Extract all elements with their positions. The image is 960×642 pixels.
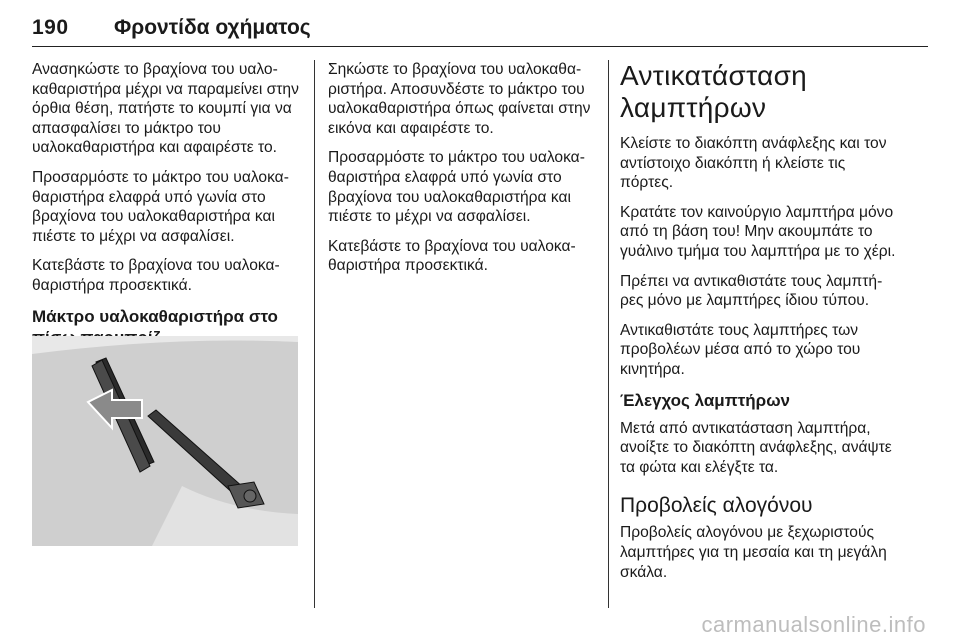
column-right (620, 60, 900, 592)
column-middle (328, 60, 596, 286)
section-heading-bulb-check: Έλεγχος λαμπτήρων (620, 390, 791, 410)
paragraph: Προβολείς αλογόνου με ξεχωριστούς λαμπτήρες για τη μεσαία και τη μεγάλη σκάλα. (620, 524, 887, 581)
section-title-bulb-replacement: Αντικατάσταση λαμπτήρων (620, 60, 808, 123)
column-left (32, 60, 302, 356)
section-title-halogen-headlights: Προβολείς αλογόνου (620, 494, 813, 518)
paragraph: Κλείστε το διακόπτη ανάφλεξης και τον αντίστοιχο διακόπτη ή κλείστε τις πόρτες. (620, 135, 887, 192)
paragraph: Προσαρμόστε το μάκτρο του υαλοκαθαριστήρα ελαφρά υπό γωνία στο βραχίονα του υαλοκαθαριστήρα και πιέστε το μέχρι να ασφαλίσει. (328, 149, 585, 226)
rear-wiper-illustration (32, 336, 298, 546)
paragraph: Προσαρμόστε το μάκτρο του υαλοκαθαριστήρα ελαφρά υπό γωνία στο βραχίονα του υαλοκαθαριστήρα και πιέστε το μέχρι να ασφαλίσει. (32, 168, 289, 245)
paragraph: Κατεβάστε το βραχίονα του υαλοκαθαριστήρα προσεκτικά. (328, 237, 576, 275)
column-divider (608, 60, 609, 608)
paragraph: Πρέπει να αντικαθιστάτε τους λαμπτήρες μόνο με λαμπτήρες ίδιου τύπου. (620, 272, 883, 310)
column-divider (314, 60, 315, 608)
paragraph: Μετά από αντικατάσταση λαμπτήρα, ανοίξτε το διακόπτη ανάφλεξης, ανάψτε τα φώτα και ελέγξτε τα. (620, 419, 892, 476)
page-header (32, 10, 928, 47)
section-heading-rear-wiper: Μάκτρο υαλοκαθαριστήρα στο (32, 306, 278, 326)
page-number: 190 (32, 16, 69, 39)
paragraph: Σηκώστε το βραχίονα του υαλοκαθαριστήρα. Αποσυνδέστε το μάκτρο του υαλοκαθαριστήρα όπως φαίνεται στην εικόνα και αφαιρέστε το. (328, 61, 591, 137)
watermark: carmanualsonline.info (701, 612, 926, 637)
paragraph: Κρατάτε τον καινούργιο λαμπτήρα μόνο από τη βάση του! Μην ακουμπάτε το γυάλινο τμήμα του λαμπτήρα με το χέρι. (620, 203, 896, 260)
paragraph: Κατεβάστε το βραχίονα του υαλοκαθαριστήρα προσεκτικά. (32, 257, 280, 294)
paragraph: Αντικαθιστάτε τους λαμπτήρες των προβολέων μέσα από το χώρο του κινητήρα. (620, 321, 861, 378)
paragraph: Ανασηκώστε το βραχίονα του υαλοκαθαριστήρα μέχρι να παραμείνει στην όρθια θέση, πατήστε το κουμπί για να απασφαλίσει το μάκτρο του υαλοκαθαριστήρα και αφαιρέστε το. (32, 61, 299, 157)
running-title: Φροντίδα οχήματος (114, 16, 311, 39)
